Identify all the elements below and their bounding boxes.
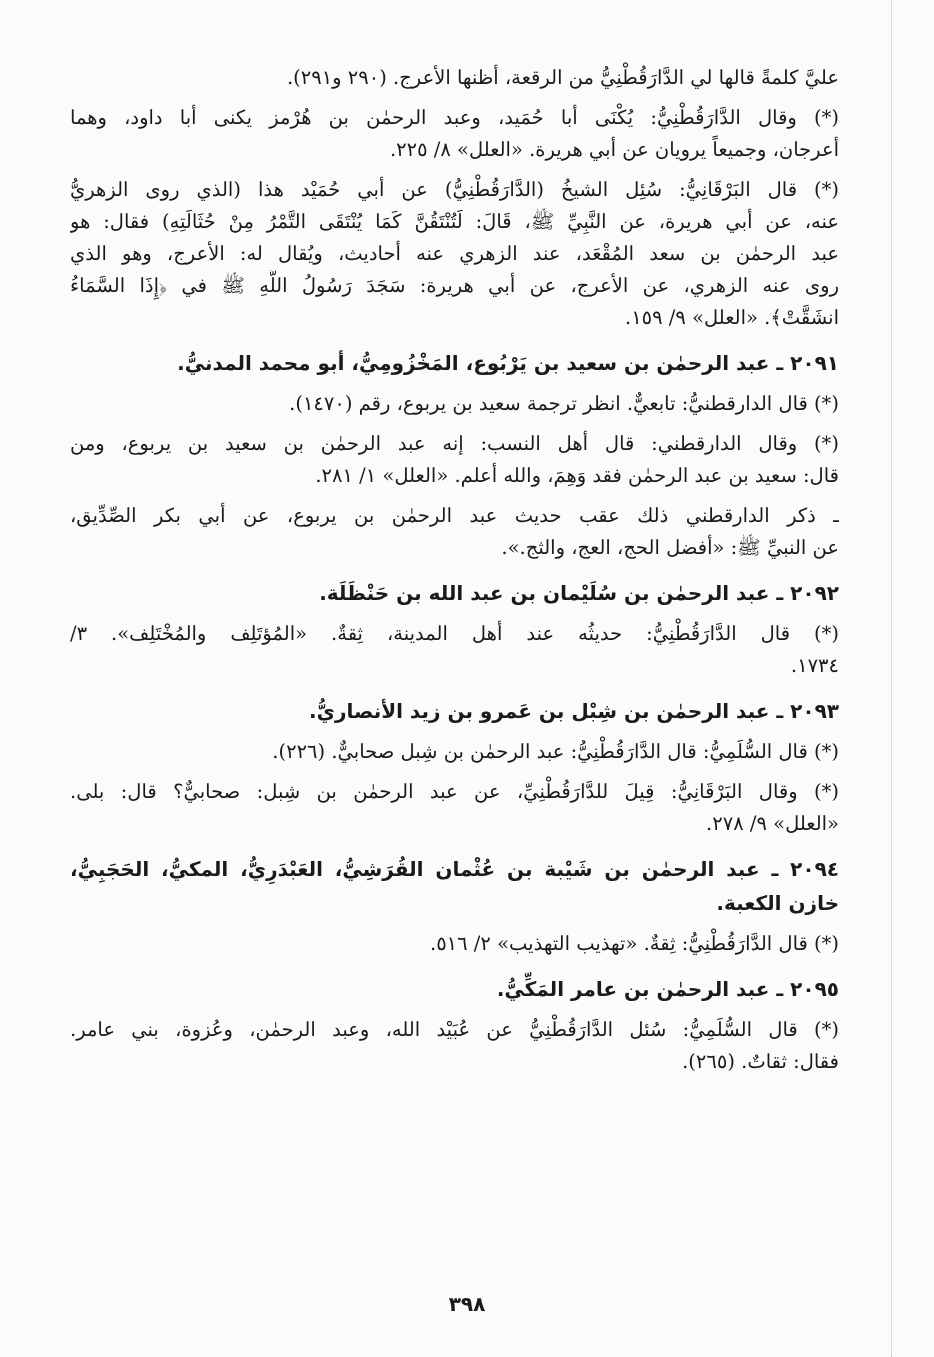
entry-heading <box>70 694 839 728</box>
text-line: خازن الكعبة. <box>716 891 839 915</box>
text-line: (*) قال البَرْقَانِيُّ: سُئِل الشيخُ (الدَّارَقُطْنِيُّ) عن أبي حُمَيْد هذا (الذي روى الزهريُّ <box>70 178 839 201</box>
text-line: قال: سعيد بن عبد الرحمٰن فقد وَهِمَ، والله أعلم. «العلل» ١/ ٢٨١. <box>315 464 839 487</box>
text-line: روى عنه الزهري، عن الأعرج، عن أبي هريرة: سَجَدَ رَسُولُ اللَّهِ ﷺ في ﴿إِذَا السَّمَاءُ <box>70 274 839 297</box>
text-line: (*) قال الدارقطنيُّ: تابعيٌّ. انظر ترجمة سعيد بن يربوع، رقم (١٤٧٠). <box>289 392 839 415</box>
paragraph <box>70 736 839 768</box>
paragraph <box>70 174 839 334</box>
text-line: (*) قال السُّلَمِيُّ: قال الدَّارَقُطْنِيُّ: عبد الرحمٰن بن شِبل صحابيٌّ. (٢٢٦). <box>272 740 839 763</box>
paragraph <box>70 500 839 564</box>
paragraph <box>70 618 839 682</box>
text-line: (*) قال الدَّارَقُطْنِيُّ: حديثُه عند أهل المدينة، ثِقةٌ. «المُؤتَلِف والمُخْتَلِف». ٣/ <box>70 622 839 645</box>
text-line: عنه، عن أبي هريرة، عن النَّبِيِّ ﷺ، قَالَ: لَتُنْتَقُنَّ كَمَا يُنْتَقَى التَّمْرُ مِنْ حُثَالَتِهِ) فقال: هو <box>70 210 839 233</box>
text-line: (*) قال السُّلَمِيُّ: سُئل الدَّارَقُطْنِيُّ عن عُبَيْد الله، وعبد الرحمٰن، وعُزوة، بني عامر. <box>70 1018 839 1041</box>
text-line: «العلل» ٩/ ٢٧٨. <box>706 812 839 835</box>
text-line: فقال: ثقاتٌ. (٢٦٥). <box>682 1050 839 1073</box>
paragraph <box>70 388 839 420</box>
text-line: أعرجان، وجميعاً يرويان عن أبي هريرة. «العلل» ٨/ ٢٢٥. <box>389 138 839 161</box>
text-line: (*) قال الدَّارَقُطْنِيُّ: ثِقةٌ. «تهذيب التهذيب» ٢/ ٥١٦. <box>429 932 839 955</box>
text-line: عن النبيِّ ﷺ: «أفضل الحج، العج، والثج.». <box>501 536 839 559</box>
entry-heading <box>70 852 839 920</box>
text-line: ٢٠٩٣ ـ عبد الرحمٰن بن شِبْل بن عَمرو بن زيد الأنصاريُّ. <box>309 699 839 723</box>
text-line: انشَقَّتْ﴾. «العلل» ٩/ ١٥٩. <box>624 306 839 329</box>
text-line: ١٧٣٤. <box>790 654 839 677</box>
paragraph <box>70 776 839 840</box>
page-body <box>70 62 839 1086</box>
paragraph <box>70 928 839 960</box>
text-line: (*) وقال الدَّارَقُطْنِيُّ: يُكْنَى أبا حُمَيد، وعبد الرحمٰن بن هُرْمز يكنى أبا داود، وهما <box>70 106 839 129</box>
text-line: ـ ذكر الدارقطني ذلك عقب حديث عبد الرحمٰن بن يربوع، عن أبي بكر الصِّدِّيق، <box>70 504 839 527</box>
text-line: (*) وقال الدارقطني: قال أهل النسب: إنه عبد الرحمٰن بن سعيد بن يربوع، ومن <box>70 432 839 455</box>
paragraph <box>70 1014 839 1078</box>
text-line: ٢٠٩٤ ـ عبد الرحمٰن بن شَيْبة بن عُثْمان القُرَشِيُّ، العَبْدَرِيُّ، المكيُّ، الحَجَبِيُّ، <box>70 857 839 881</box>
paragraph <box>70 62 839 94</box>
page-number: ٣٩٨ <box>448 1292 486 1316</box>
text-line: ٢٠٩٢ ـ عبد الرحمٰن بن سُلَيْمان بن عبد الله بن حَنْظَلَة. <box>319 581 839 605</box>
paragraph <box>70 428 839 492</box>
entry-heading <box>70 346 839 380</box>
entry-heading <box>70 576 839 610</box>
text-line: (*) وقال البَرْقَانِيُّ: قِيلَ للدَّارَقُطْنِيِّ، عن عبد الرحمٰن بن شِبل: صحابيٌّ؟ قال: بلى. <box>70 780 839 803</box>
text-line: ٢٠٩٥ ـ عبد الرحمٰن بن عامر المَكِّيُّ. <box>496 977 839 1001</box>
scan-edge <box>890 0 892 1357</box>
text-line: ٢٠٩١ ـ عبد الرحمٰن بن سعيد بن يَرْبُوع، المَخْزُومِيُّ، أبو محمد المدنيُّ. <box>177 351 839 375</box>
paragraph <box>70 102 839 166</box>
text-line: عبد الرحمٰن بن سعد المُقْعَد، عند الزهري عنه أحاديث، ويُقال له: الأعرج، وهو الذي <box>70 242 839 265</box>
text-line: عليَّ كلمةً قالها لي الدَّارَقُطْنِيُّ من الرقعة، أظنها الأعرج. (٢٩٠ و٢٩١). <box>286 66 839 89</box>
entry-heading <box>70 972 839 1006</box>
